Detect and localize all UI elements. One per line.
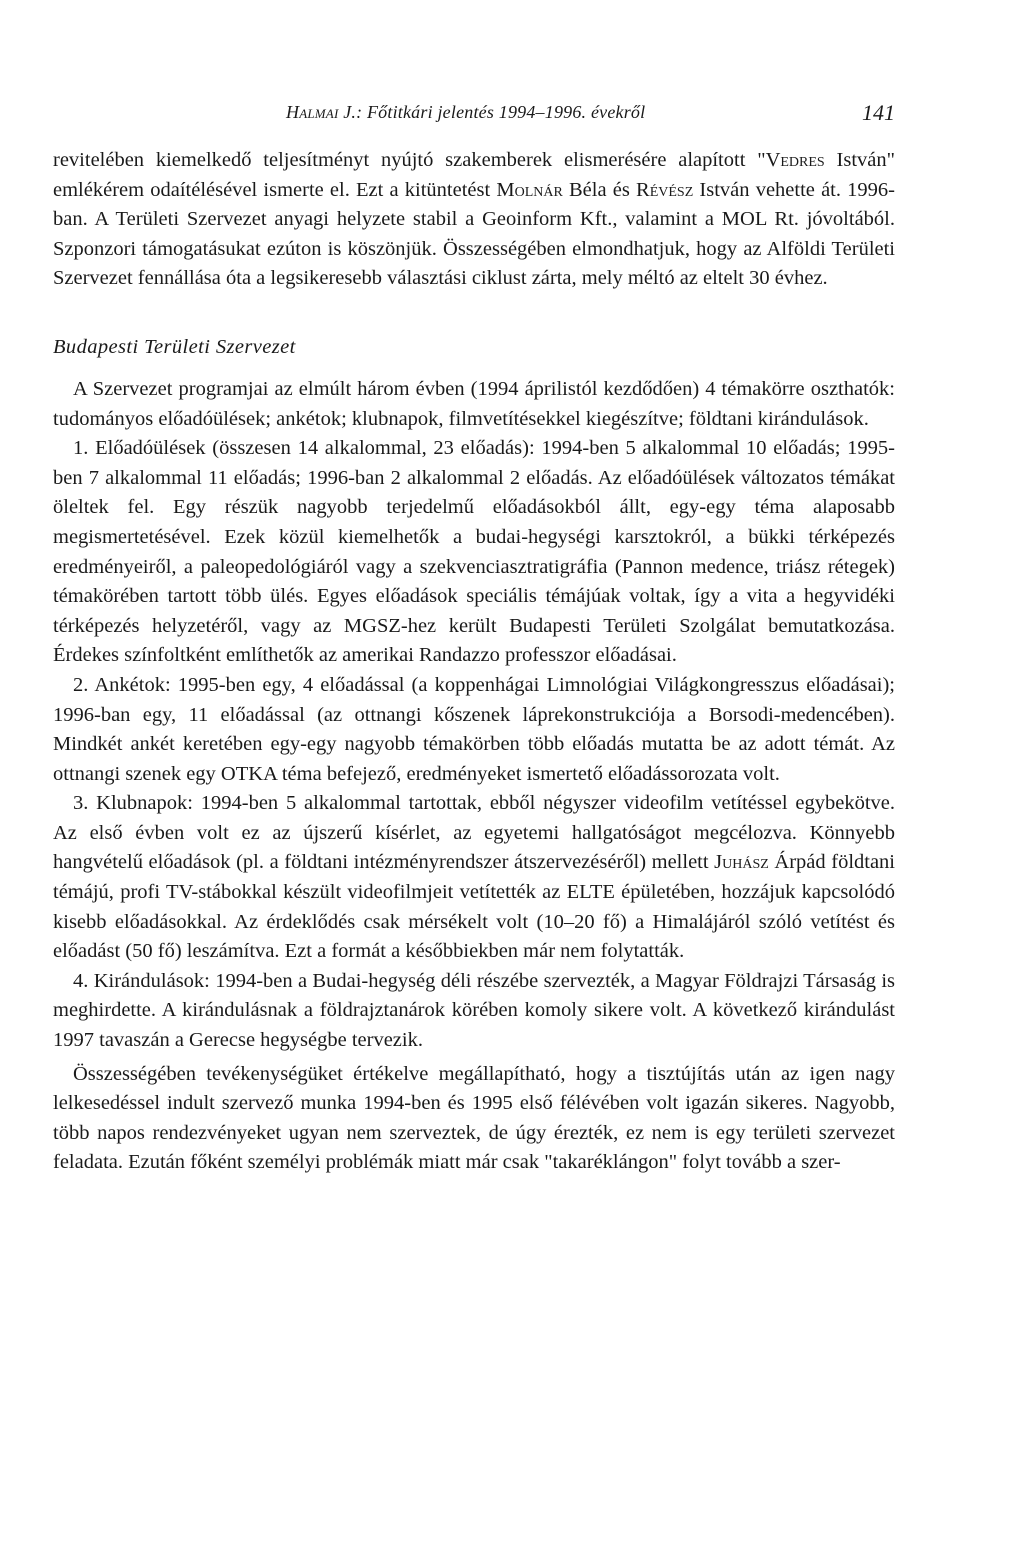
intro-text-4: István vehette át. 1996-ban. A Területi Szervezet anyagi helyzete stabil a Geoinform Kft., valamint a MOL Rt. jóvoltából. Szponzori támogatásukat ezúton is köszönjük. Összességében elmondhatjuk, hogy az Alföldi Területi Szervezet fennállása óta a legsikeresebb választási ciklust zárta, mely méltó az eltelt 30 évhez. — [53, 178, 895, 290]
header-initial: J.: — [343, 102, 363, 122]
intro-text-3: Béla és — [562, 178, 637, 201]
header-text: Főtitkári jelentés 1994–1996. évekről — [362, 102, 646, 122]
page-number: 141 — [862, 100, 895, 125]
section-intro-paragraph: A Szervezet programjai az elmúlt három évben (1994 áprilistól kezdődően) 4 témakörre oszthatók: tudományos előadóülések; ankétok; klubnapok, filmvetítésekkel kiegészítve; földtani kirándulások. — [53, 377, 895, 430]
document-page — [53, 102, 895, 1178]
item-3-text-a: 3. Klubnapok: 1994-ben 5 alkalommal tartottak, ebből négyszer videofilm vetítéssel egybekötve. Az első évben volt ez az újszerű kísérlet, az egyetemi hallgatóságot megcélozva. Könnyebb hangvételű előadások (pl. a földtani intézményrendszer átszervezéséről) mellett — [53, 792, 895, 874]
header-title — [286, 102, 645, 123]
name-molnar: Molnár — [496, 178, 563, 201]
item-4-paragraph: 4. Kirándulások: 1994-ben a Budai-hegység déli részébe szervezték, a Magyar Földrajzi Társaság is meghirdette. A kirándulásnak a földrajztanárok körében komoly sikere volt. A következő kirándulást 1997 tavaszán a Gerecse hegységbe tervezik. — [53, 969, 895, 1052]
header-author: Halmai — [286, 102, 339, 122]
intro-text-2: István" emlékérem odaítélésével ismerte el. Ezt a kitüntetést — [53, 149, 895, 201]
item-3-paragraph — [53, 789, 895, 967]
running-header — [53, 102, 895, 136]
name-vedres: Vedres — [765, 149, 825, 171]
item-2-paragraph: 2. Ankétok: 1995-ben egy, 4 előadással (a koppenhágai Limnológiai Világkongresszus előadásai); 1996-ban egy, 11 előadással (az ottnangi kőszenek láprekonstrukciója a Borsodi-medencében). Mindkét ankét keretében egy-egy nagyobb témakörben több előadás mutatta be az adott témát. Az ottnangi szenek egy OTKA téma befejező, eredményeket ismertető előadássorozata volt. — [53, 673, 895, 785]
summary-paragraph: Összességében tevékenységüket értékelve megállapítható, hogy a tisztújítás után az igen nagy lelkesedéssel indult szervező munka 1994-ben és 1995 első félévében volt igazán sikeres. Nagyobb, több napos rendezvényeket ugyan nem szerveztek, de úgy érezték, ez nem is egy területi szervezet feladata. Ezután főként személyi problémák miatt már csak "takaréklángon" folyt tovább a szer- — [53, 1062, 895, 1174]
intro-text-1: revitelében kiemelkedő teljesítményt nyújtó szakemberek elismerésére alapított " — [53, 149, 766, 171]
item-1-paragraph: 1. Előadóülések (összesen 14 alkalommal, 23 előadás): 1994-ben 5 alkalommal 10 előadás; 1995-ben 7 alkalommal 11 előadás; 1996-ban 2 alkalommal 2 előadás. Az előadóülések változatos témákat öleltek fel. Egy részük nagyobb terjedelmű előadásokból állt, egy-egy téma alaposabb megismertetésével. Ezek közül kiemelhetők a budai-hegységi karsztokról, a bükki térképezés eredményeiről, a paleopedológiáról vagy a szekvenciasztratigráfia (Pannon medence, triász rétegek) témakörében tartott több ülés. Egyes előadások speciális témájúak voltak, így a vita a hegyvidéki térképezés helyzetéről, vagy az MGSZ-hez került Budapesti Területi Szolgálat bemutatkozása. Érdekes színfoltként említhetők az amerikai Randazzo professzor előadásai. — [53, 437, 895, 667]
name-juhasz: Juhász — [714, 851, 769, 874]
section-heading: Budapesti Területi Szervezet — [53, 335, 296, 358]
item-3-text-b: Árpád földtani témájú, profi TV-stábokkal készült videofilmjeit vetítették az ELTE épületében, hozzájuk kapcsolódó kisebb előadásokkal. Az érdeklődés csak mérsékelt volt (10–20 fő) a Himalájáról szóló vetítést és előadást (50 fő) leszámítva. Ezt a formát a későbbiekben már nem folytatták. — [53, 851, 896, 963]
name-revesz: Révész — [636, 178, 694, 201]
intro-paragraph — [53, 146, 895, 294]
